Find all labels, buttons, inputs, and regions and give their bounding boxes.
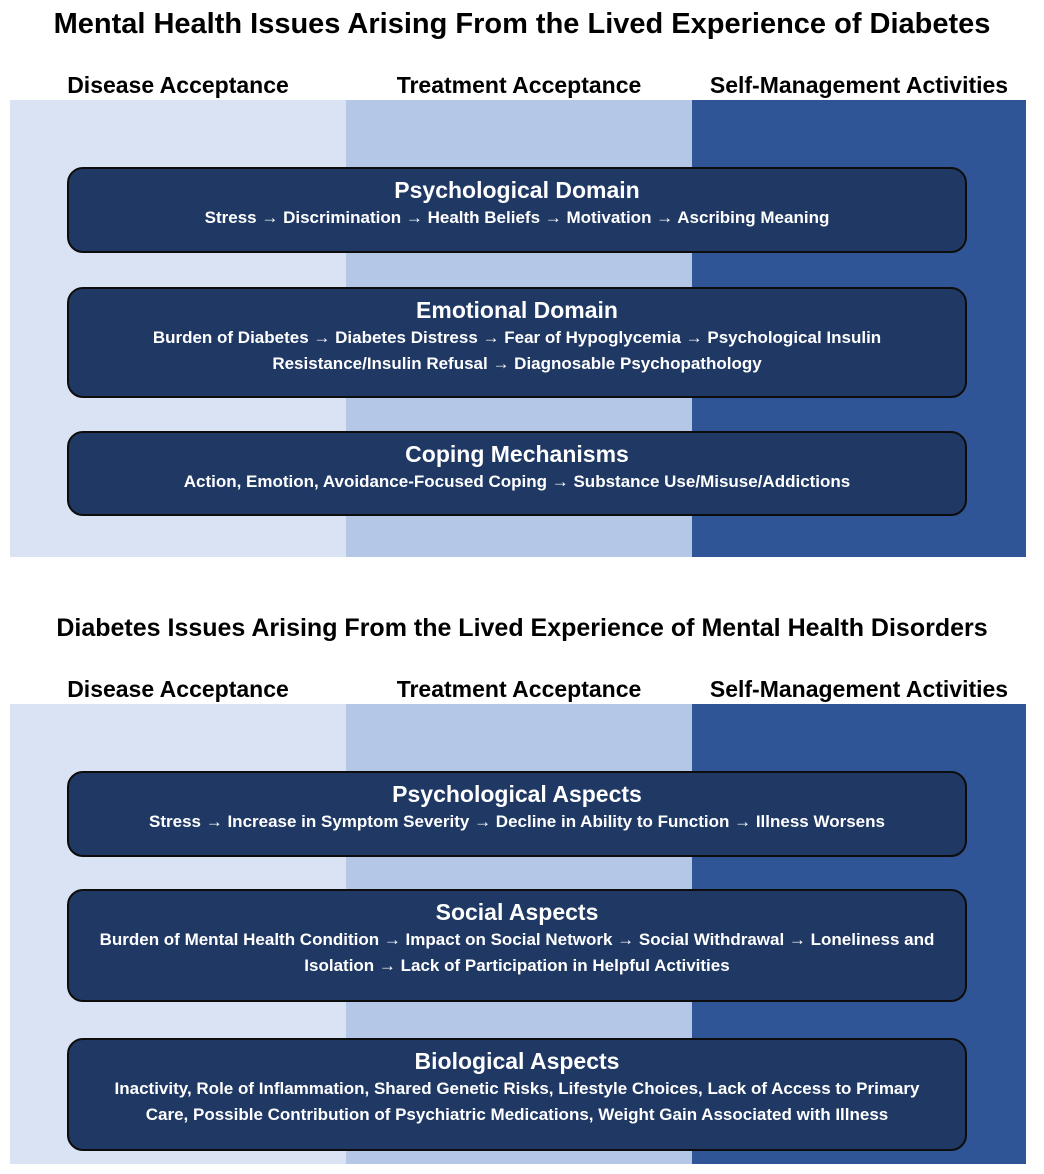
box-psychological-domain bbox=[67, 167, 967, 253]
column-header-self-management: Self-Management Activities bbox=[709, 676, 1009, 702]
box-title: Social Aspects bbox=[435, 899, 599, 925]
column-header-treatment-acceptance: Treatment Acceptance bbox=[396, 72, 642, 98]
box-social-aspects bbox=[67, 889, 967, 1002]
section-title: Diabetes Issues Arising From the Lived Experience of Mental Health Disorders bbox=[56, 614, 988, 642]
box-text: Burden of Diabetes → Diabetes Distress → Fear of Hypoglycemia → Psychological Insulin Resistance/Insulin Refusal → Diagnosable Psychopathology bbox=[152, 328, 882, 373]
box-text: Action, Emotion, Avoidance-Focused Coping → Substance Use/Misuse/Addictions bbox=[183, 472, 851, 491]
box-title: Psychological Domain bbox=[394, 177, 640, 203]
section-diabetes-issues bbox=[0, 604, 1044, 1174]
box-title: Biological Aspects bbox=[414, 1048, 620, 1074]
box-psychological-aspects bbox=[67, 771, 967, 857]
box-text: Burden of Mental Health Condition → Impact on Social Network → Social Withdrawal → Loneliness and Isolation → Lack of Participation in Helpful Activities bbox=[99, 930, 935, 975]
box-coping-mechanisms bbox=[67, 431, 967, 516]
box-biological-aspects bbox=[67, 1038, 967, 1151]
section-mental-health-issues bbox=[0, 0, 1044, 565]
column-header-self-management: Self-Management Activities bbox=[709, 72, 1009, 98]
box-text: Stress → Discrimination → Health Beliefs → Motivation → Ascribing Meaning bbox=[204, 208, 830, 227]
box-text: Inactivity, Role of Inflammation, Shared Genetic Risks, Lifestyle Choices, Lack of Access to Primary Care, Possible Contribution of Psychiatric Medications, Weight Gain Associated with Illness bbox=[114, 1079, 920, 1124]
column-header-disease-acceptance: Disease Acceptance bbox=[67, 72, 289, 98]
section-title: Mental Health Issues Arising From the Lived Experience of Diabetes bbox=[53, 8, 991, 40]
box-emotional-domain bbox=[67, 287, 967, 398]
column-header-treatment-acceptance: Treatment Acceptance bbox=[396, 676, 642, 702]
box-title: Coping Mechanisms bbox=[405, 441, 629, 467]
box-title: Emotional Domain bbox=[416, 297, 618, 323]
column-header-disease-acceptance: Disease Acceptance bbox=[67, 676, 289, 702]
box-text: Stress → Increase in Symptom Severity → Decline in Ability to Function → Illness Worsens bbox=[149, 812, 885, 831]
box-title: Psychological Aspects bbox=[392, 781, 642, 807]
